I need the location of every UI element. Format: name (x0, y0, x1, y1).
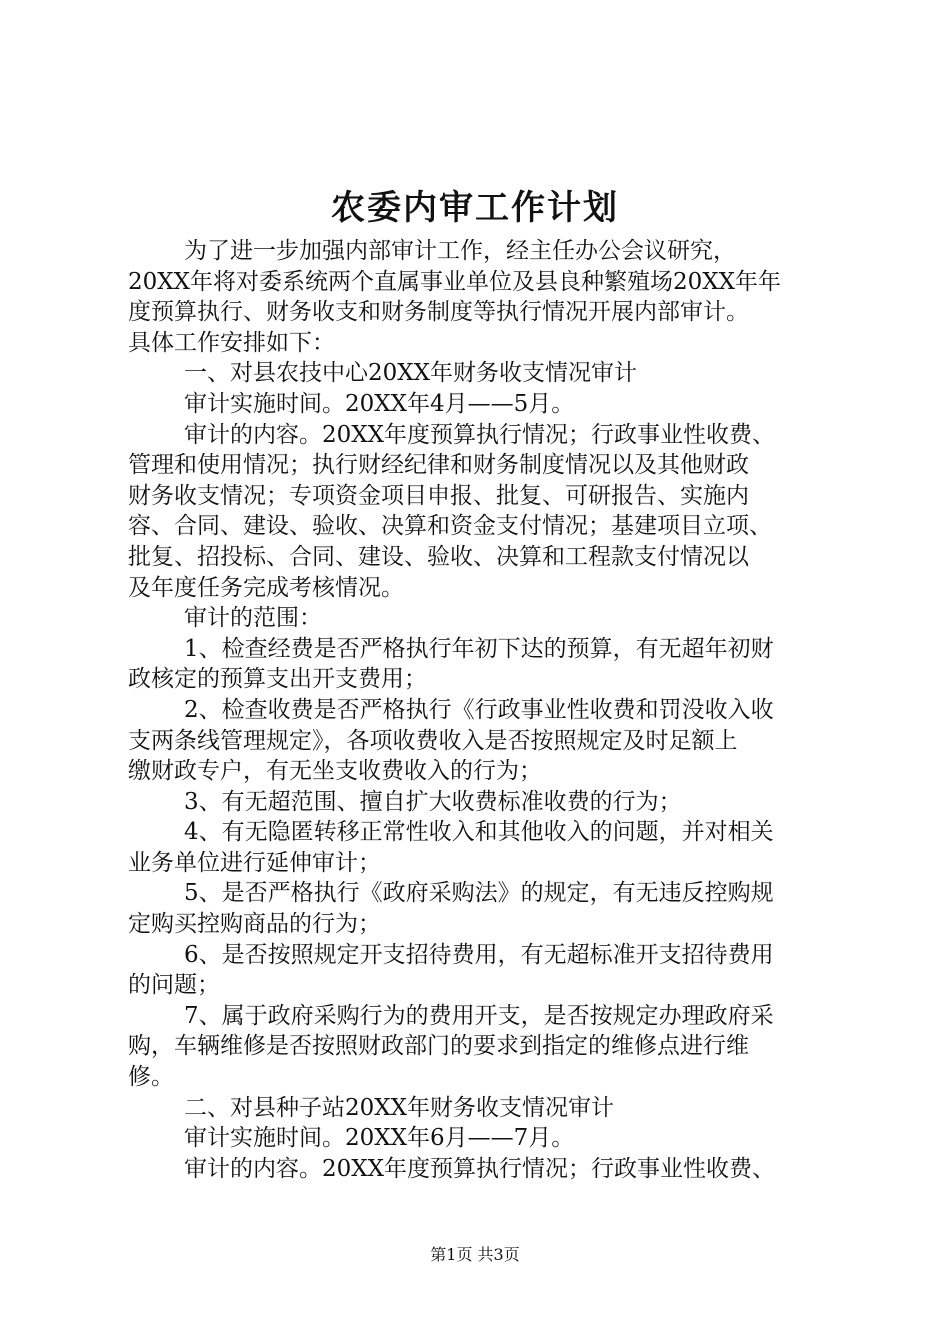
document-line: 缴财政专户，有无坐支收费收入的行为； (128, 758, 542, 785)
document-line: 度预算执行、财务收支和财务制度等执行情况开展内部审计。 (128, 299, 749, 326)
document-line: 20XX年将对委系统两个直属事业单位及县良种繁殖场20XX年年 (128, 268, 782, 295)
document-line: 审计的内容。20XX年度预算执行情况；行政事业性收费、 (184, 1155, 776, 1182)
document-line: 购，车辆维修是否按照财政部门的要求到指定的维修点进行维 (128, 1033, 749, 1060)
document-line: 5、是否严格执行《政府采购法》的规定，有无违反控购规 (184, 880, 774, 907)
document-line: 7、属于政府采购行为的费用开支，是否按规定办理政府采 (184, 1002, 774, 1029)
document-line: 容、合同、建设、验收、决算和资金支付情况；基建项目立项、 (128, 513, 772, 540)
document-line: 审计实施时间。20XX年6月——7月。 (184, 1125, 575, 1152)
document-line: 管理和使用情况；执行财经纪律和财务制度情况以及其他财政 (128, 452, 749, 479)
document-line: 具体工作安排如下： (128, 329, 335, 356)
document-line: 及年度任务完成考核情况。 (128, 574, 404, 601)
document-line: 政核定的预算支出开支费用； (128, 666, 427, 693)
document-line: 审计实施时间。20XX年4月——5月。 (184, 390, 575, 417)
page-footer: 第1页 共3页 (430, 1245, 520, 1264)
document-line: 为了进一步加强内部审计工作，经主任办公会议研究， (184, 238, 736, 264)
document-line: 支两条线管理规定》，各项收费收入是否按照规定及时足额上 (128, 727, 738, 754)
document-line: 二、对县种子站20XX年财务收支情况审计 (184, 1094, 615, 1121)
document-title: 农委内审工作计划 (331, 188, 619, 228)
document-line: 1、检查经费是否严格执行年初下达的预算，有无超年初财 (184, 635, 774, 662)
document-body (128, 236, 828, 1184)
document-line: 的问题； (128, 972, 220, 999)
document-line: 审计的内容。20XX年度预算执行情况；行政事业性收费、 (184, 421, 776, 448)
document-line: 业务单位进行延伸审计； (128, 849, 381, 876)
document-line: 财务收支情况；专项资金项目申报、批复、可研报告、实施内 (128, 482, 749, 509)
document-line: 2、检查收费是否严格执行《行政事业性收费和罚没收入收 (184, 696, 774, 723)
document-line: 4、有无隐匿转移正常性收入和其他收入的问题，并对相关 (184, 819, 774, 846)
document-line: 6、是否按照规定开支招待费用，有无超标准开支招待费用 (184, 941, 774, 968)
document-line: 修。 (128, 1064, 174, 1091)
document-line: 批复、招投标、合同、建设、验收、决算和工程款支付情况以 (128, 543, 749, 570)
document-line: 定购买控购商品的行为； (128, 911, 381, 938)
document-line: 审计的范围： (184, 605, 322, 632)
document-line: 3、有无超范围、擅自扩大收费标准收费的行为； (184, 788, 682, 815)
document-line: 一、对县农技中心20XX年财务收支情况审计 (184, 360, 638, 387)
